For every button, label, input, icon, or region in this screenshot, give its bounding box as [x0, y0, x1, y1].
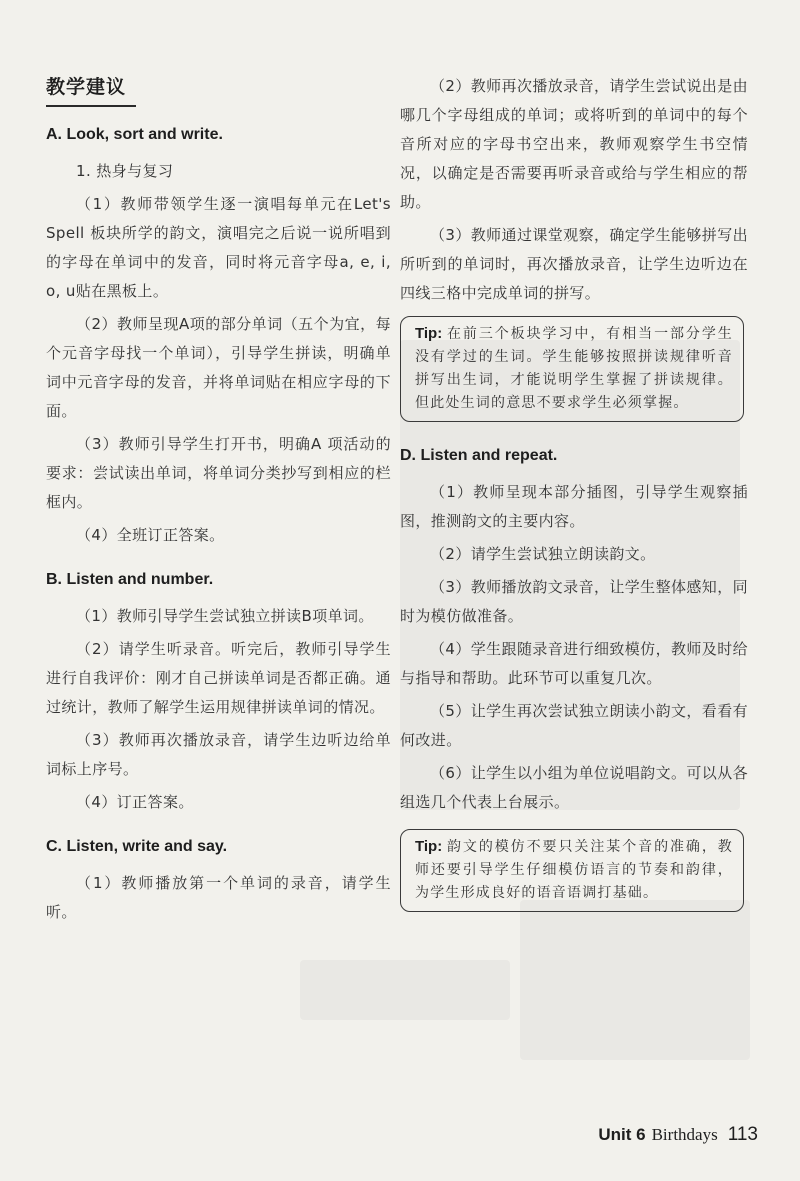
left-column [46, 72, 391, 931]
paragraph: （4）学生跟随录音进行细致模仿，教师及时给与指导和帮助。此环节可以重复几次。 [400, 640, 748, 687]
tip-label: Tip: [415, 325, 443, 342]
paragraph: （1）教师带领学生逐一演唱每单元在Let's Spell 板块所学的韵文，演唱完之后说一说所唱到的字母在单词中的发音，同时将元音字母a, e, i, o, u贴在黑板上。 [46, 195, 391, 300]
paragraph: （6）让学生以小组为单位说唱韵文。可以从各组选几个代表上台展示。 [400, 764, 748, 811]
tip-label: Tip: [415, 838, 443, 855]
paragraph: （3）教师播放韵文录音，让学生整体感知，同时为模仿做准备。 [400, 578, 748, 625]
paragraph: （1）教师呈现本部分插图，引导学生观察插图，推测韵文的主要内容。 [400, 483, 748, 530]
paragraph: （3）教师通过课堂观察，确定学生能够拼写出所听到的单词时，再次播放录音，让学生边听边在四线三格中完成单词的拼写。 [400, 226, 748, 302]
right-column [400, 72, 748, 920]
paragraph: （2）教师呈现A项的部分单词（五个为宜，每个元音字母找一个单词），引导学生拼读，明确单词中元音字母的发音，并将单词贴在相应字母的下面。 [46, 315, 391, 420]
page-number: 113 [727, 1124, 758, 1145]
paragraph: 1. 热身与复习 [76, 162, 174, 180]
paragraph: （2）请学生听录音。听完后，教师引导学生进行自我评价：刚才自己拼读单词是否都正确。通过统计，教师了解学生运用规律拼读单词的情况。 [46, 640, 391, 716]
footer-unit: Unit 6 [598, 1125, 646, 1144]
heading-c: C. Listen, write and say. [46, 838, 228, 855]
tip-box [400, 316, 744, 422]
paragraph: （3）教师引导学生打开书，明确A 项活动的要求：尝试读出单词，将单词分类抄写到相应的栏框内。 [46, 435, 391, 511]
tip-text: 韵文的模仿不要只关注某个音的准确，教师还要引导学生仔细模仿语言的节奏和韵律，为学生形成良好的语音语调打基础。 [415, 839, 733, 901]
paragraph: （3）教师再次播放录音，请学生边听边给单词标上序号。 [46, 731, 391, 778]
paragraph: （1）教师播放第一个单词的录音，请学生听。 [46, 874, 391, 921]
heading-d: D. Listen and repeat. [400, 447, 558, 464]
show-through-shadow [300, 960, 510, 1020]
paragraph: （2）请学生尝试独立朗读韵文。 [430, 545, 656, 563]
paragraph: （2）教师再次播放录音，请学生尝试说出是由哪几个字母组成的单词；或将听到的单词中的每个音所对应的字母书空出来，教师观察学生书空情况，以确定是否需要再听录音或给与学生相应的帮助。 [400, 77, 748, 211]
section-title: 教学建议 [46, 72, 136, 107]
heading-b: B. Listen and number. [46, 571, 214, 588]
page-footer [598, 1124, 758, 1146]
tip-text: 在前三个板块学习中，有相当一部分学生没有学过的生词。学生能够按照拼读规律听音拼写出生词，才能说明学生掌握了拼读规律。但此处生词的意思不要求学生必须掌握。 [415, 326, 733, 411]
paragraph: （1）教师引导学生尝试独立拼读B项单词。 [76, 607, 374, 625]
paragraph: （4）订正答案。 [76, 793, 194, 811]
paragraph: （4）全班订正答案。 [76, 526, 225, 544]
heading-a: A. Look, sort and write. [46, 126, 223, 143]
footer-title: Birthdays [651, 1125, 718, 1144]
show-through-shadow [520, 900, 750, 1060]
paragraph: （5）让学生再次尝试独立朗读小韵文，看看有何改进。 [400, 702, 748, 749]
tip-box [400, 829, 744, 912]
